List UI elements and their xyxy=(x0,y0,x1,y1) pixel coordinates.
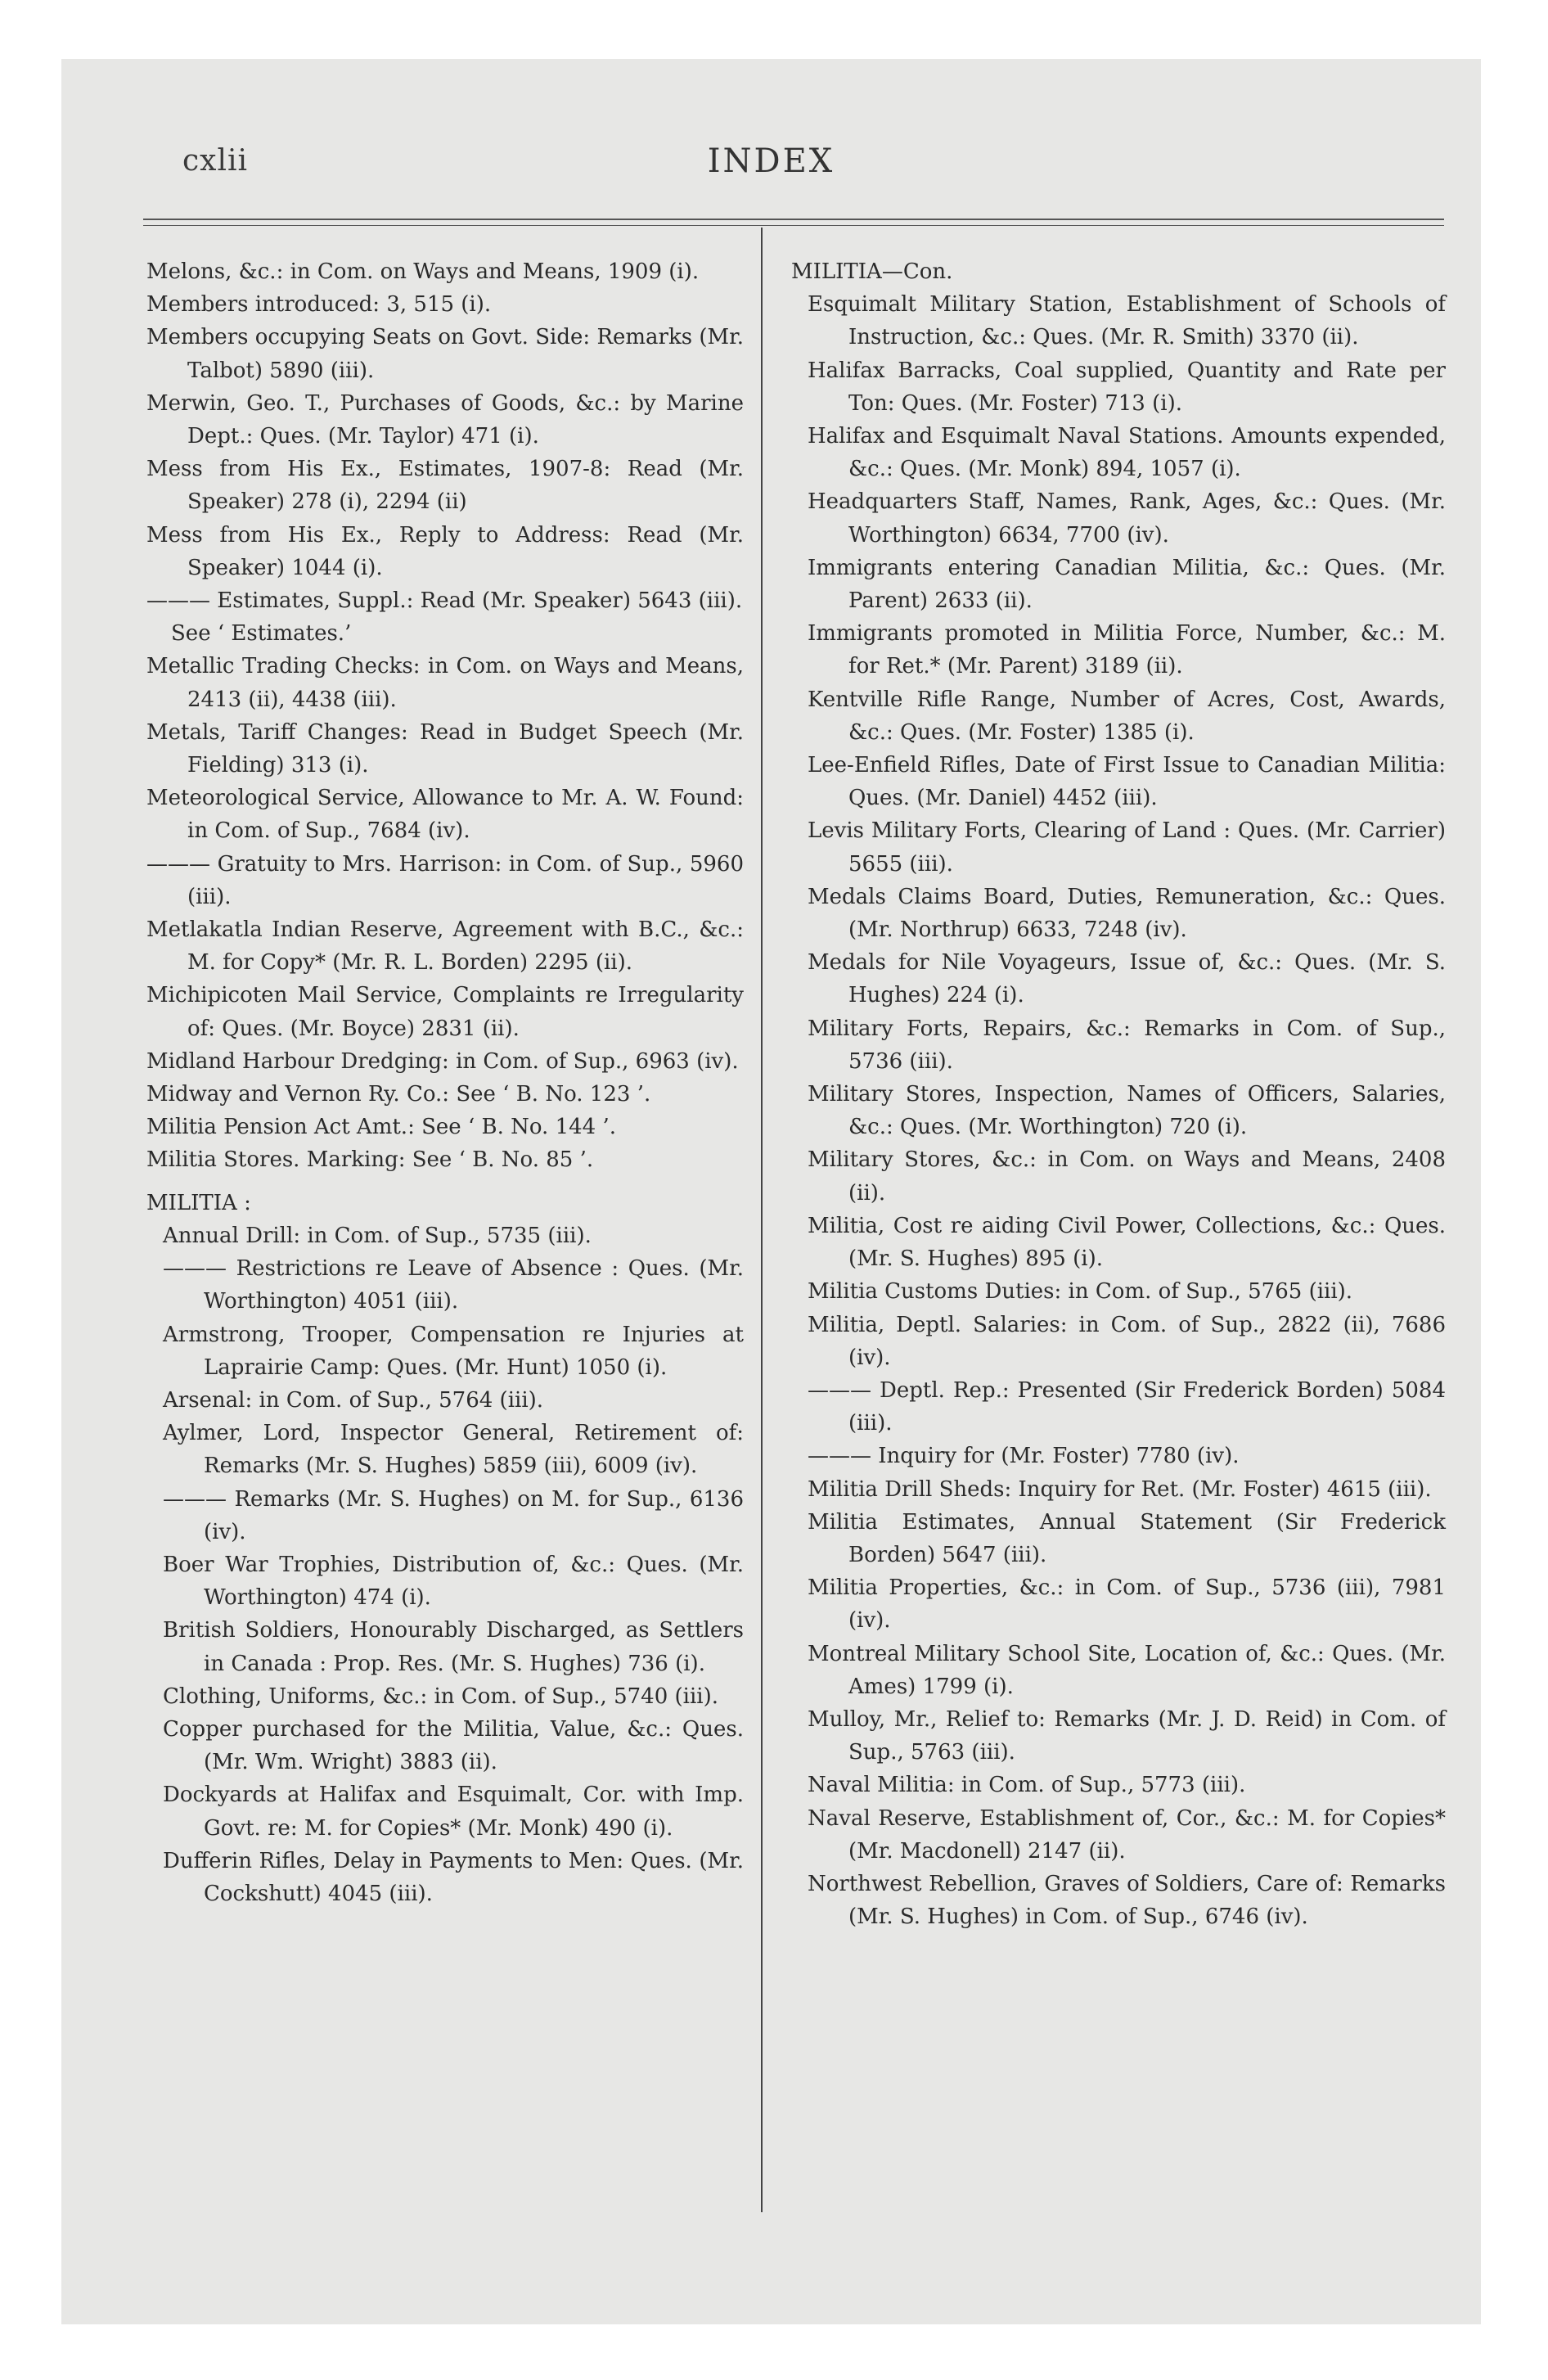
index-entry: Michipicoten Mail Service, Complaints re Irregularity of: Ques. (Mr. Boyce) 2831 (ii). xyxy=(146,983,744,1041)
index-entry: Immigrants entering Canadian Militia, &c.: Ques. (Mr. Parent) 2633 (ii). xyxy=(808,555,1446,614)
index-entry: Boer War Trophies, Distribution of, &c.: Ques. (Mr. Worthington) 474 (i). xyxy=(163,1552,744,1611)
index-entry: Annual Drill: in Com. of Sup., 5735 (iii). xyxy=(163,1223,592,1248)
index-entry: Members introduced: 3, 515 (i). xyxy=(146,292,492,318)
column-divider xyxy=(761,228,763,2212)
index-entry: Militia Drill Sheds: Inquiry for Ret. (Mr. Foster) 4615 (iii). xyxy=(808,1476,1432,1502)
index-entry: Medals Claims Board, Duties, Remuneration, &c.: Ques. (Mr. Northrup) 6633, 7248 (iv). xyxy=(808,884,1446,943)
index-entry: Mulloy, Mr., Relief to: Remarks (Mr. J. D. Reid) in Com. of Sup., 5763 (iii). xyxy=(808,1706,1446,1765)
index-entry: Militia, Deptl. Salaries: in Com. of Sup., 2822 (ii), 7686 (iv). xyxy=(808,1312,1446,1370)
index-page xyxy=(61,59,1481,2324)
index-entry: Immigrants promoted in Militia Force, Number, &c.: M. for Ret.* (Mr. Parent) 3189 (ii). xyxy=(808,621,1446,679)
index-entry: ——— Inquiry for (Mr. Foster) 7780 (iv). xyxy=(808,1444,1240,1469)
index-entry: Dockyards at Halifax and Esquimalt, Cor. with Imp. Govt. re: M. for Copies* (Mr. Monk) 490 (i). xyxy=(163,1783,744,1841)
index-entry: Militia, Cost re aiding Civil Power, Collections, &c.: Ques. (Mr. S. Hughes) 895 (i). xyxy=(808,1213,1446,1272)
index-entry: ——— Remarks (Mr. S. Hughes) on M. for Sup., 6136 (iv). xyxy=(163,1486,744,1544)
index-entry: Naval Militia: in Com. of Sup., 5773 (iii). xyxy=(808,1773,1246,1798)
index-entry: Militia Pension Act Amt.: See ‘ B. No. 144 ’. xyxy=(146,1115,617,1140)
section-heading-militia: MILITIA : xyxy=(146,1190,251,1215)
index-entry: Metals, Tariff Changes: Read in Budget Speech (Mr. Fielding) 313 (i). xyxy=(146,719,744,778)
page-number: cxlii xyxy=(182,144,249,178)
index-entry: Lee-Enfield Rifles, Date of First Issue to Canadian Militia: Ques. (Mr. Daniel) 4452 (iii). xyxy=(808,753,1446,811)
index-entry: Aylmer, Lord, Inspector General, Retirement of: Remarks (Mr. S. Hughes) 5859 (iii), 6009 (iv). xyxy=(163,1421,744,1479)
index-entry: Mess from His Ex., Estimates, 1907-8: Read (Mr. Speaker) 278 (i), 2294 (ii) xyxy=(146,457,744,515)
index-entry: Militia Stores. Marking: See ‘ B. No. 85 ’. xyxy=(146,1147,594,1173)
index-entry: British Soldiers, Honourably Discharged, as Settlers in Canada : Prop. Res. (Mr. S. Hughes) 736 (i). xyxy=(163,1618,744,1676)
continuation-heading: MILITIA—Con. xyxy=(791,259,953,284)
index-entry: Headquarters Staff, Names, Rank, Ages, &c.: Ques. (Mr. Worthington) 6634, 7700 (iv). xyxy=(808,489,1446,548)
index-entry: ——— Deptl. Rep.: Presented (Sir Frederick Borden) 5084 (iii). xyxy=(808,1377,1446,1436)
index-entry: Kentville Rifle Range, Number of Acres, Cost, Awards, &c.: Ques. (Mr. Foster) 1385 (i). xyxy=(808,687,1446,745)
index-entry: Militia Customs Duties: in Com. of Sup., 5765 (iii). xyxy=(808,1279,1353,1305)
index-entry: Montreal Military School Site, Location of, &c.: Ques. (Mr. Ames) 1799 (i). xyxy=(808,1641,1446,1699)
index-entry: Metlakatla Indian Reserve, Agreement with B.C., &c.: M. for Copy* (Mr. R. L. Borden) 2295 (ii). xyxy=(146,917,744,976)
index-entry: Levis Military Forts, Clearing of Land : Ques. (Mr. Carrier) 5655 (iii). xyxy=(808,818,1446,877)
index-entry: Clothing, Uniforms, &c.: in Com. of Sup., 5740 (iii). xyxy=(163,1684,719,1709)
index-entry: Medals for Nile Voyageurs, Issue of, &c.: Ques. (Mr. S. Hughes) 224 (i). xyxy=(808,950,1446,1008)
index-entry: Dufferin Rifles, Delay in Payments to Men: Ques. (Mr. Cockshutt) 4045 (iii). xyxy=(163,1848,744,1906)
index-entry: Military Stores, &c.: in Com. on Ways and Means, 2408 (ii). xyxy=(808,1147,1446,1206)
index-entry: ——— Restrictions re Leave of Absence : Ques. (Mr. Worthington) 4051 (iii). xyxy=(163,1256,744,1314)
index-entry: ——— Estimates, Suppl.: Read (Mr. Speaker) 5643 (iii). xyxy=(146,588,743,614)
header-rule-thin xyxy=(143,225,1444,226)
page-title: INDEX xyxy=(707,142,835,180)
index-entry: Naval Reserve, Establishment of, Cor., &c.: M. for Copies* (Mr. Macdonell) 2147 (ii). xyxy=(808,1805,1446,1864)
index-entry: Mess from His Ex., Reply to Address: Read (Mr. Speaker) 1044 (i). xyxy=(146,522,744,580)
index-entry: Members occupying Seats on Govt. Side: Remarks (Mr. Talbot) 5890 (iii). xyxy=(146,325,744,383)
index-entry: Copper purchased for the Militia, Value, &c.: Ques. (Mr. Wm. Wright) 3883 (ii). xyxy=(163,1716,744,1775)
index-entry: Metallic Trading Checks: in Com. on Ways and Means, 2413 (ii), 4438 (iii). xyxy=(146,654,744,712)
index-entry: Halifax Barracks, Coal supplied, Quantity and Rate per Ton: Ques. (Mr. Foster) 713 (i). xyxy=(808,358,1446,416)
left-column xyxy=(146,255,744,1910)
index-entry: Melons, &c.: in Com. on Ways and Means, 1909 (i). xyxy=(146,259,700,284)
index-entry: Military Forts, Repairs, &c.: Remarks in Com. of Sup., 5736 (iii). xyxy=(808,1016,1446,1074)
index-entry: Northwest Rebellion, Graves of Soldiers, Care of: Remarks (Mr. S. Hughes) in Com. of Sup., 6746 (iv). xyxy=(808,1871,1446,1930)
index-entry: ——— Gratuity to Mrs. Harrison: in Com. of Sup., 5960 (iii). xyxy=(146,851,744,909)
index-entry: Arsenal: in Com. of Sup., 5764 (iii). xyxy=(163,1387,544,1413)
index-entry: Esquimalt Military Station, Establishment of Schools of Instruction, &c.: Ques. (Mr. R. Smith) 3370 (ii). xyxy=(808,292,1446,350)
index-entry: Militia Estimates, Annual Statement (Sir Frederick Borden) 5647 (iii). xyxy=(808,1509,1446,1567)
index-entry: Militia Properties, &c.: in Com. of Sup., 5736 (iii), 7981 (iv). xyxy=(808,1575,1446,1634)
index-cross-reference: See ‘ Estimates.’ xyxy=(171,621,352,647)
header-rule xyxy=(143,219,1444,220)
index-entry: Midway and Vernon Ry. Co.: See ‘ B. No. 123 ’. xyxy=(146,1082,651,1107)
index-entry: Merwin, Geo. T., Purchases of Goods, &c.: by Marine Dept.: Ques. (Mr. Taylor) 471 (i). xyxy=(146,390,744,449)
index-entry: Meteorological Service, Allowance to Mr. A. W. Found: in Com. of Sup., 7684 (iv). xyxy=(146,786,744,844)
index-entry: Halifax and Esquimalt Naval Stations. Amounts expended, &c.: Ques. (Mr. Monk) 894, 1057 (i). xyxy=(808,424,1446,482)
index-entry: Armstrong, Trooper, Compensation re Injuries at Laprairie Camp: Ques. (Mr. Hunt) 1050 (i). xyxy=(163,1322,744,1380)
index-entry: Military Stores, Inspection, Names of Officers, Salaries, &c.: Ques. (Mr. Worthington) 720 (i). xyxy=(808,1082,1446,1140)
index-entry: Midland Harbour Dredging: in Com. of Sup., 6963 (iv). xyxy=(146,1048,739,1074)
right-column xyxy=(791,255,1446,1933)
